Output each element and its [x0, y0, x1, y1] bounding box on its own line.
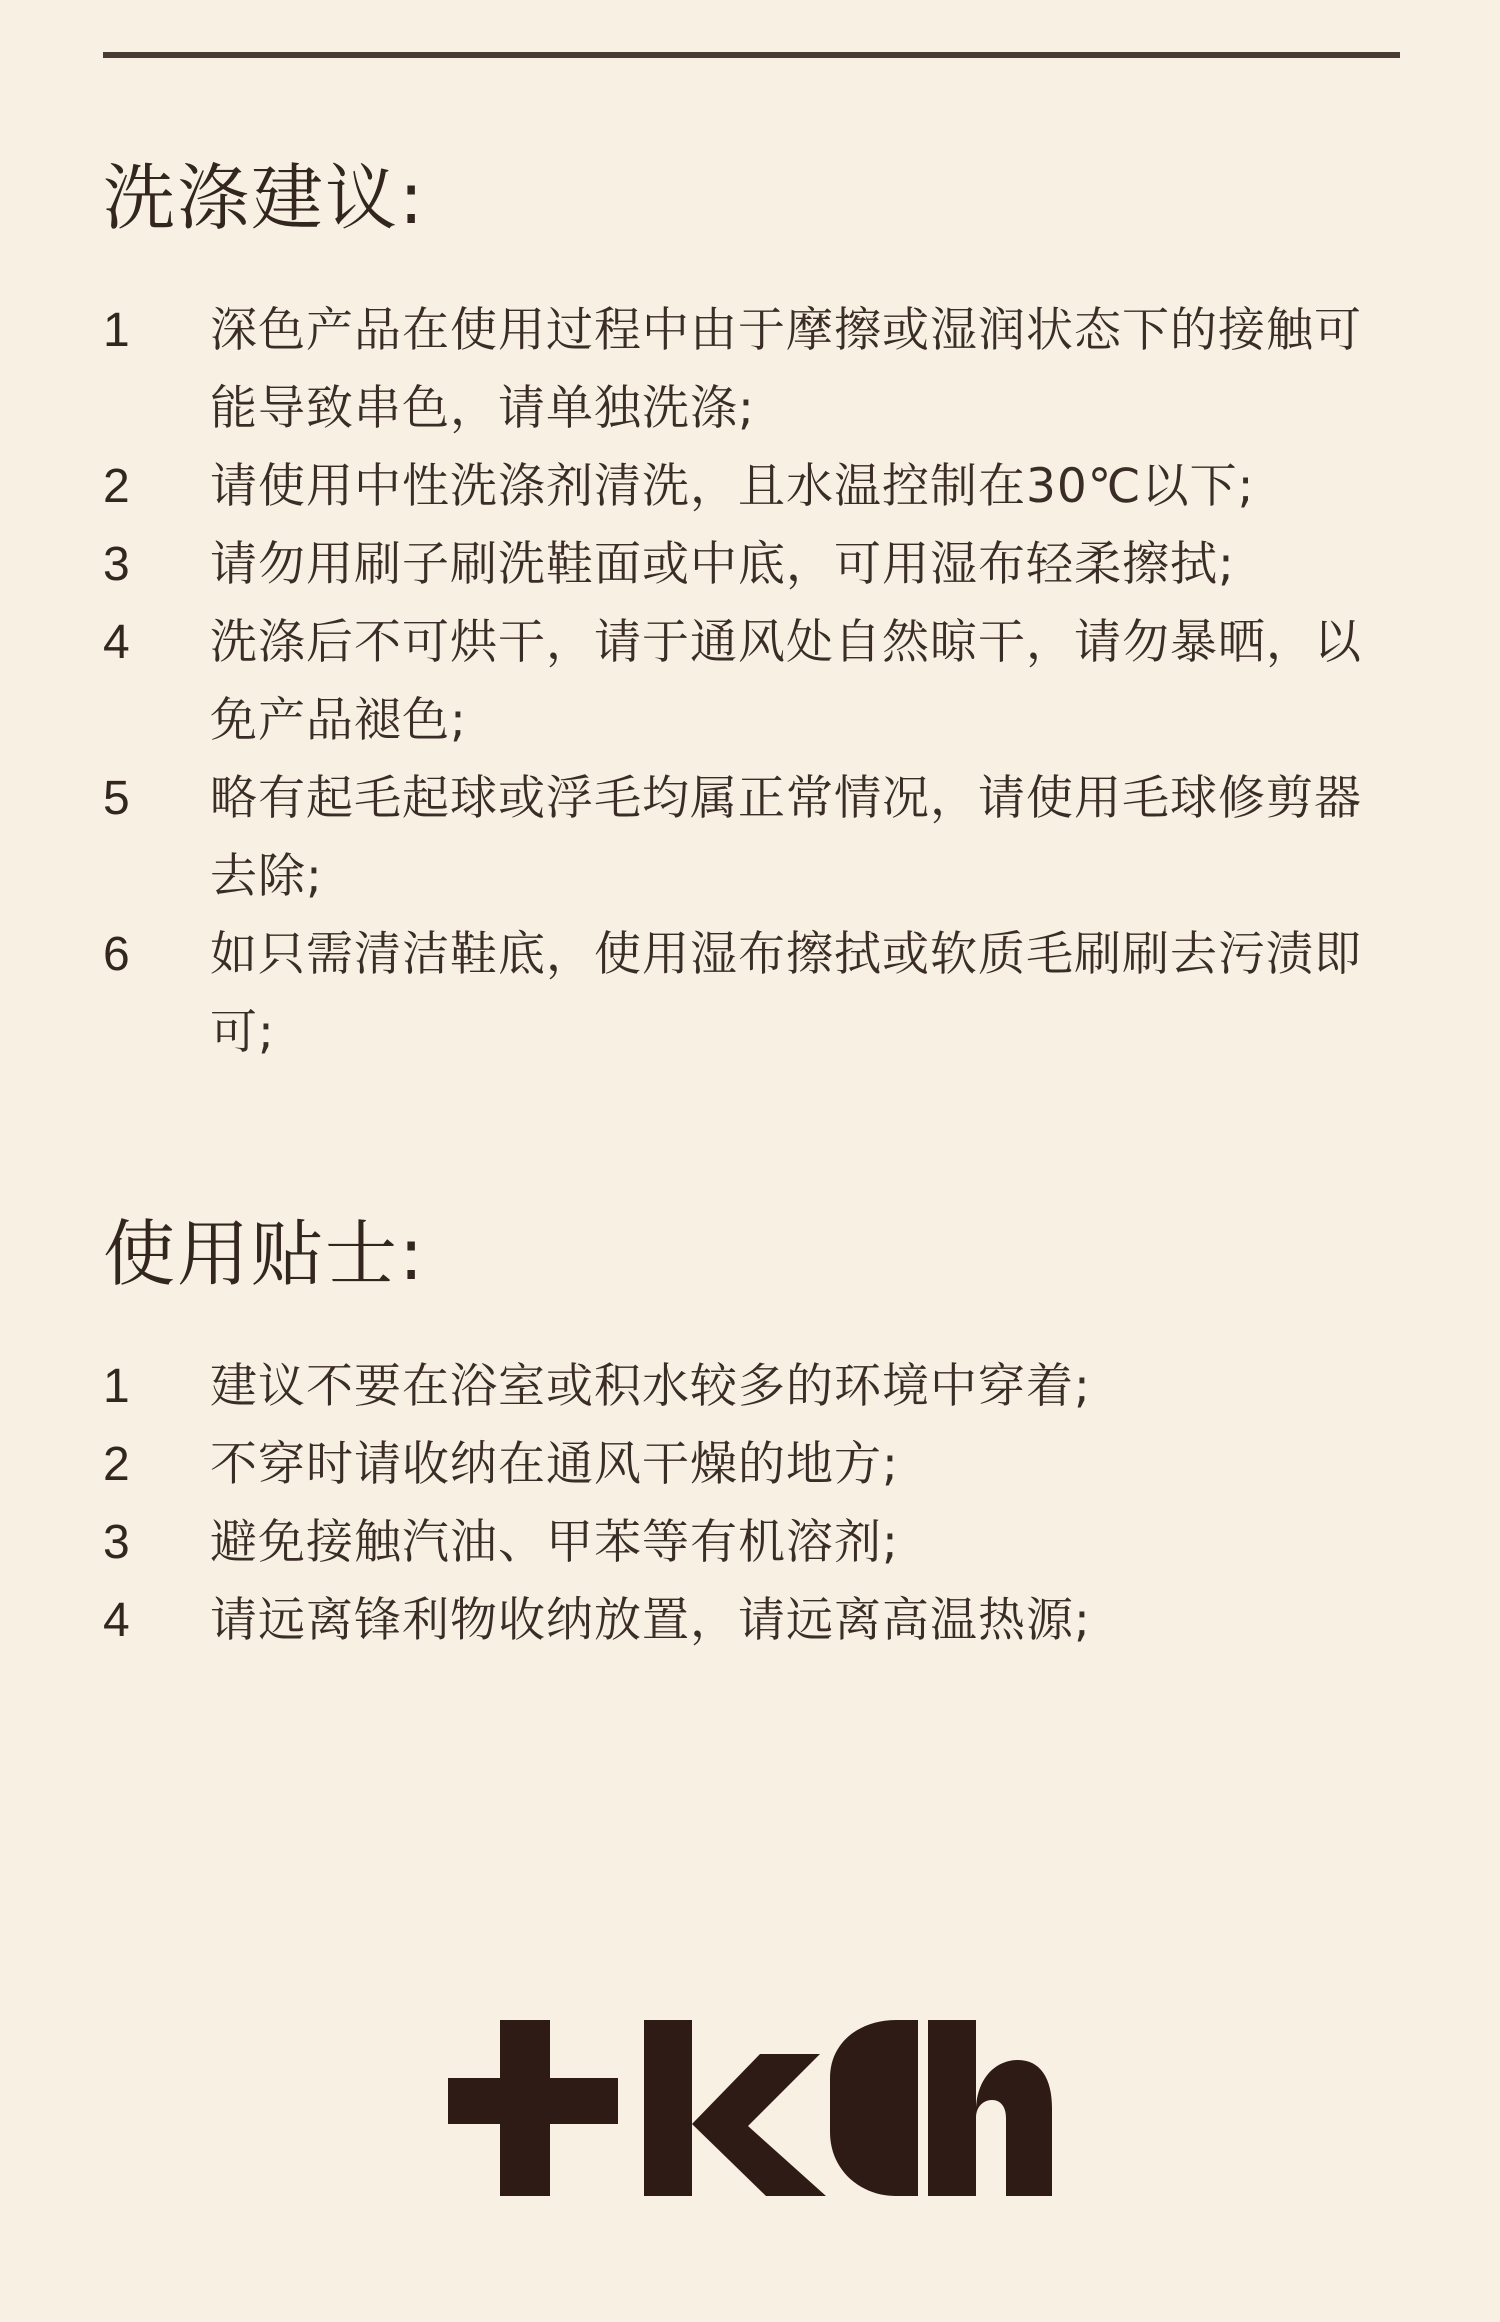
item-number: 5 — [103, 772, 130, 825]
washing-advice-list — [103, 292, 1403, 1072]
item-text: 略有起毛起球或浮毛均属正常情况，请使用毛球修剪器去除; — [210, 771, 1362, 904]
list-item — [103, 604, 1403, 760]
item-number: 6 — [103, 928, 130, 981]
item-text: 请使用中性洗涤剂清洗，且水温控制在30℃以下; — [210, 459, 1255, 514]
brand-logo — [448, 2020, 1052, 2196]
list-item — [103, 292, 1403, 448]
item-text: 洗涤后不可烘干，请于通风处自然晾干，请勿暴晒，以免产品褪色; — [210, 615, 1362, 748]
washing-advice-section — [103, 158, 1403, 1072]
usage-tips-list — [103, 1348, 1403, 1660]
list-item — [103, 760, 1403, 916]
list-item — [103, 1582, 1403, 1660]
item-text: 请远离锋利物收纳放置，请远离高温热源; — [210, 1593, 1091, 1648]
item-text: 建议不要在浴室或积水较多的环境中穿着; — [210, 1359, 1091, 1414]
list-item — [103, 448, 1403, 526]
item-text: 深色产品在使用过程中由于摩擦或湿润状态下的接触可能导致串色，请单独洗涤; — [210, 303, 1362, 436]
item-number: 1 — [103, 304, 130, 357]
top-divider — [103, 52, 1400, 58]
item-number: 1 — [103, 1360, 130, 1413]
usage-tips-title: 使用贴士: — [103, 1212, 426, 1296]
item-text: 不穿时请收纳在通风干燥的地方; — [210, 1437, 899, 1492]
item-number: 2 — [103, 460, 130, 513]
item-number: 3 — [103, 1516, 130, 1569]
list-item — [103, 916, 1403, 1072]
washing-advice-title: 洗涤建议: — [103, 156, 426, 240]
list-item — [103, 1426, 1403, 1504]
item-text: 如只需清洁鞋底，使用湿布擦拭或软质毛刷刷去污渍即可; — [210, 927, 1362, 1060]
list-item — [103, 1504, 1403, 1582]
item-number: 3 — [103, 538, 130, 591]
item-number: 4 — [103, 616, 130, 669]
item-number: 2 — [103, 1438, 130, 1491]
usage-tips-section — [103, 1214, 1403, 1660]
item-text: 避免接触汽油、甲苯等有机溶剂; — [210, 1515, 899, 1570]
item-text: 请勿用刷子刷洗鞋面或中底，可用湿布轻柔擦拭; — [210, 537, 1235, 592]
item-number: 4 — [103, 1594, 130, 1647]
list-item — [103, 1348, 1403, 1426]
list-item — [103, 526, 1403, 604]
